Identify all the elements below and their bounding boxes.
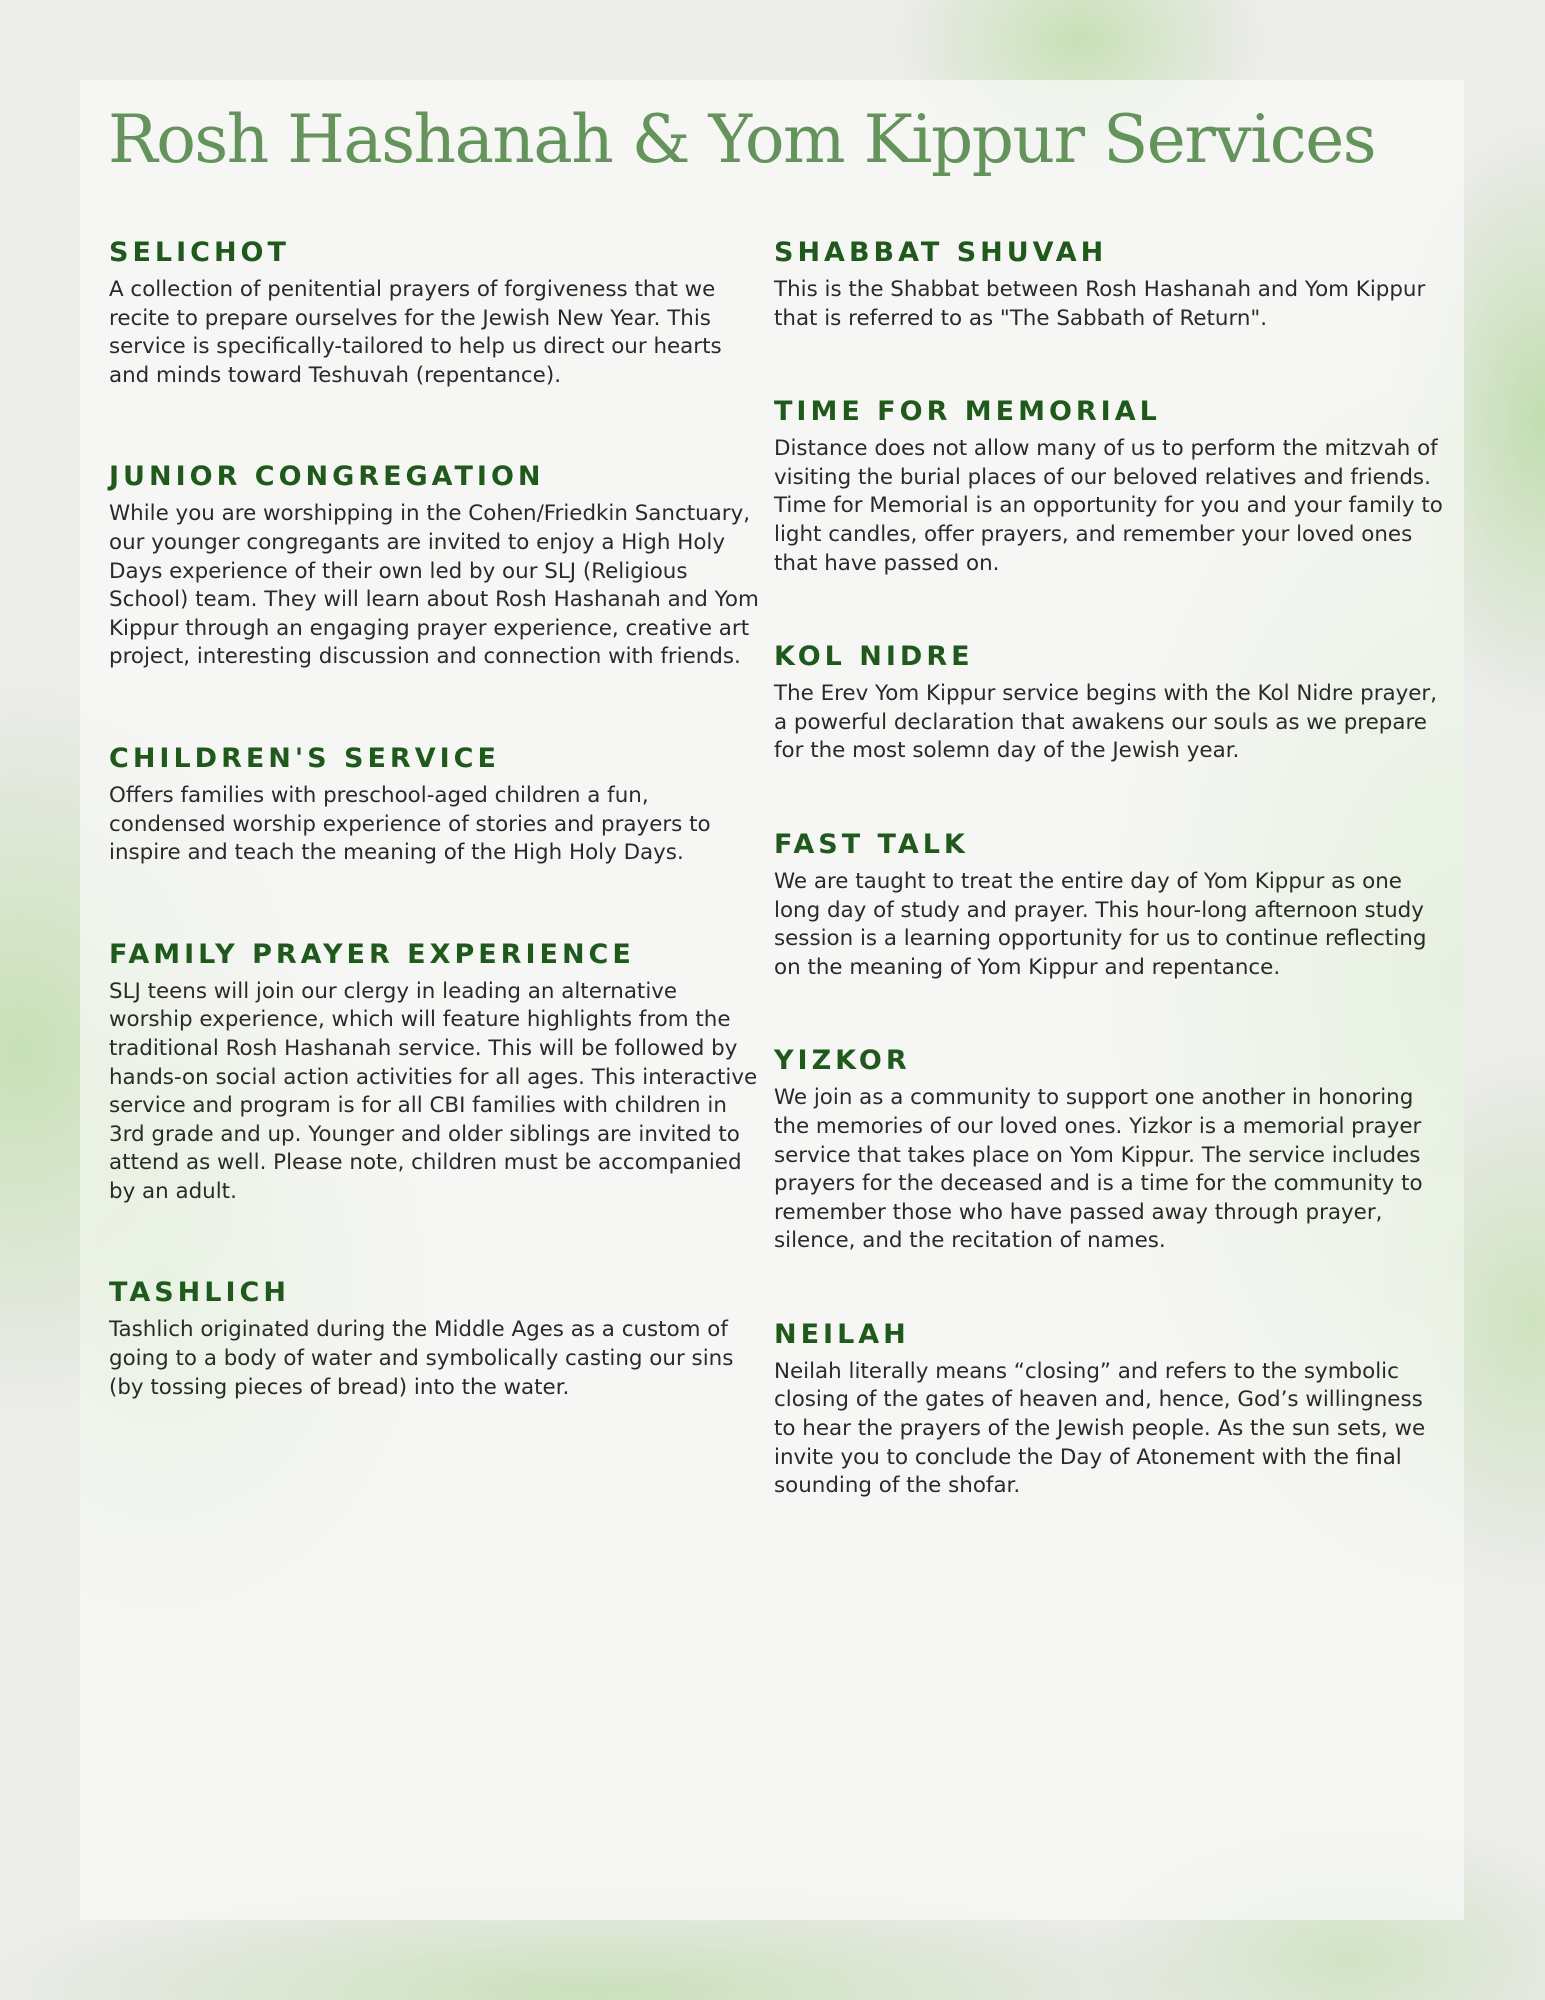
section-fast-talk xyxy=(774,828,1446,982)
section-time-for-memorial xyxy=(774,395,1446,578)
section-neilah xyxy=(774,1318,1446,1501)
section-description: Neilah literally means “closing” and refers to the symbolic closing of the gates of heaven and, hence, God’s willingness to hear the prayers of the Jewish people. As the sun sets, we invite you to conclude the Day of Atonement with the final sounding of the shofar. xyxy=(774,1358,1426,1499)
section-description: This is the Shabbat between Rosh Hashanah and Yom Kippur that is referred to as "The Sabbath of Return". xyxy=(774,277,1426,331)
section-description: A collection of penitential prayers of forgiveness that we recite to prepare ourselves for the Jewish New Year. This service is specifically-tailored to help us direct our hearts and minds toward Teshuvah (repentance). xyxy=(109,277,722,388)
section-heading: SELICHOT xyxy=(109,237,290,268)
section-description: Tashlich originated during the Middle Ages as a custom of going to a body of water and symbolically casting our sins (by tossing pieces of bread) into the water. xyxy=(109,1317,734,1400)
page-title: Rosh Hashanah & Yom Kippur Services xyxy=(108,101,1376,178)
section-description: We are taught to treat the entire day of Yom Kippur as one long day of study and prayer. This hour-long afternoon study session is a learning opportunity for us to continue reflecting on the meaning of Yom Kippur and repentance. xyxy=(774,868,1427,980)
section-tashlich xyxy=(109,1276,759,1402)
section-description: Distance does not allow many of us to perform the mitzvah of visiting the burial places of our beloved relatives and friends. Time for Memorial is an opportunity for you and your family to light candles, offer prayers, and remember your loved ones that have passed on. xyxy=(774,436,1443,576)
section-heading: FAST TALK xyxy=(774,828,969,860)
right-column xyxy=(774,236,1446,1563)
section-description: While you are worshipping in the Cohen/Friedkin Sanctuary, our younger congregants are invited to enjoy a High Holy Days experience of their own led by our SLJ (Religious School) team. They will learn about Rosh Hashanah and Yom Kippur through an engaging prayer experience, creative art project, interesting discussion and connection with friends. xyxy=(109,501,759,670)
section-family-prayer-experience xyxy=(109,938,759,1207)
section-heading: TASHLICH xyxy=(109,1277,290,1309)
section-heading: NEILAH xyxy=(774,1318,910,1350)
section-heading: CHILDREN'S SERVICE xyxy=(109,742,500,774)
section-yizkor xyxy=(774,1044,1446,1256)
section-heading: SHABBAT SHUVAH xyxy=(774,237,1108,268)
section-selichot xyxy=(109,236,759,390)
section-heading: TIME FOR MEMORIAL xyxy=(774,396,1161,428)
section-heading: KOL NIDRE xyxy=(774,641,974,673)
section-description: Offers families with preschool-aged children a fun, condensed worship experience of stories and prayers to inspire and teach the meaning of the High Holy Days. xyxy=(109,782,711,866)
section-kol-nidre xyxy=(774,640,1446,766)
section-shabbat-shuvah xyxy=(774,236,1446,333)
section-heading: FAMILY PRAYER EXPERIENCE xyxy=(109,938,635,970)
section-heading: YIZKOR xyxy=(774,1045,911,1077)
section-junior-congregation xyxy=(109,460,759,672)
section-description: SLJ teens will join our clergy in leading an alternative worship experience, which will feature highlights from the traditional Rosh Hashanah service. This will be followed by hands-on social action activities for all ages. This interactive service and program is for all CBI families with children in 3rd grade and up. Younger and older siblings are invited to attend as well. Please note, children must be accompanied by an adult. xyxy=(109,978,758,1204)
left-column xyxy=(109,236,759,1472)
section-heading: JUNIOR CONGREGATION xyxy=(109,461,545,493)
section-childrens-service xyxy=(109,742,759,868)
section-description: The Erev Yom Kippur service begins with the Kol Nidre prayer, a powerful declaration that awakens our souls as we prepare for the most solemn day of the Jewish year. xyxy=(774,681,1438,764)
section-description: We join as a community to support one another in honoring the memories of our loved ones. Yizkor is a memorial prayer service that takes place on Yom Kippur. The service includes prayers for the deceased and is a time for the community to remember those who have passed away through prayer, silence, and the recitation of names. xyxy=(774,1085,1423,1254)
